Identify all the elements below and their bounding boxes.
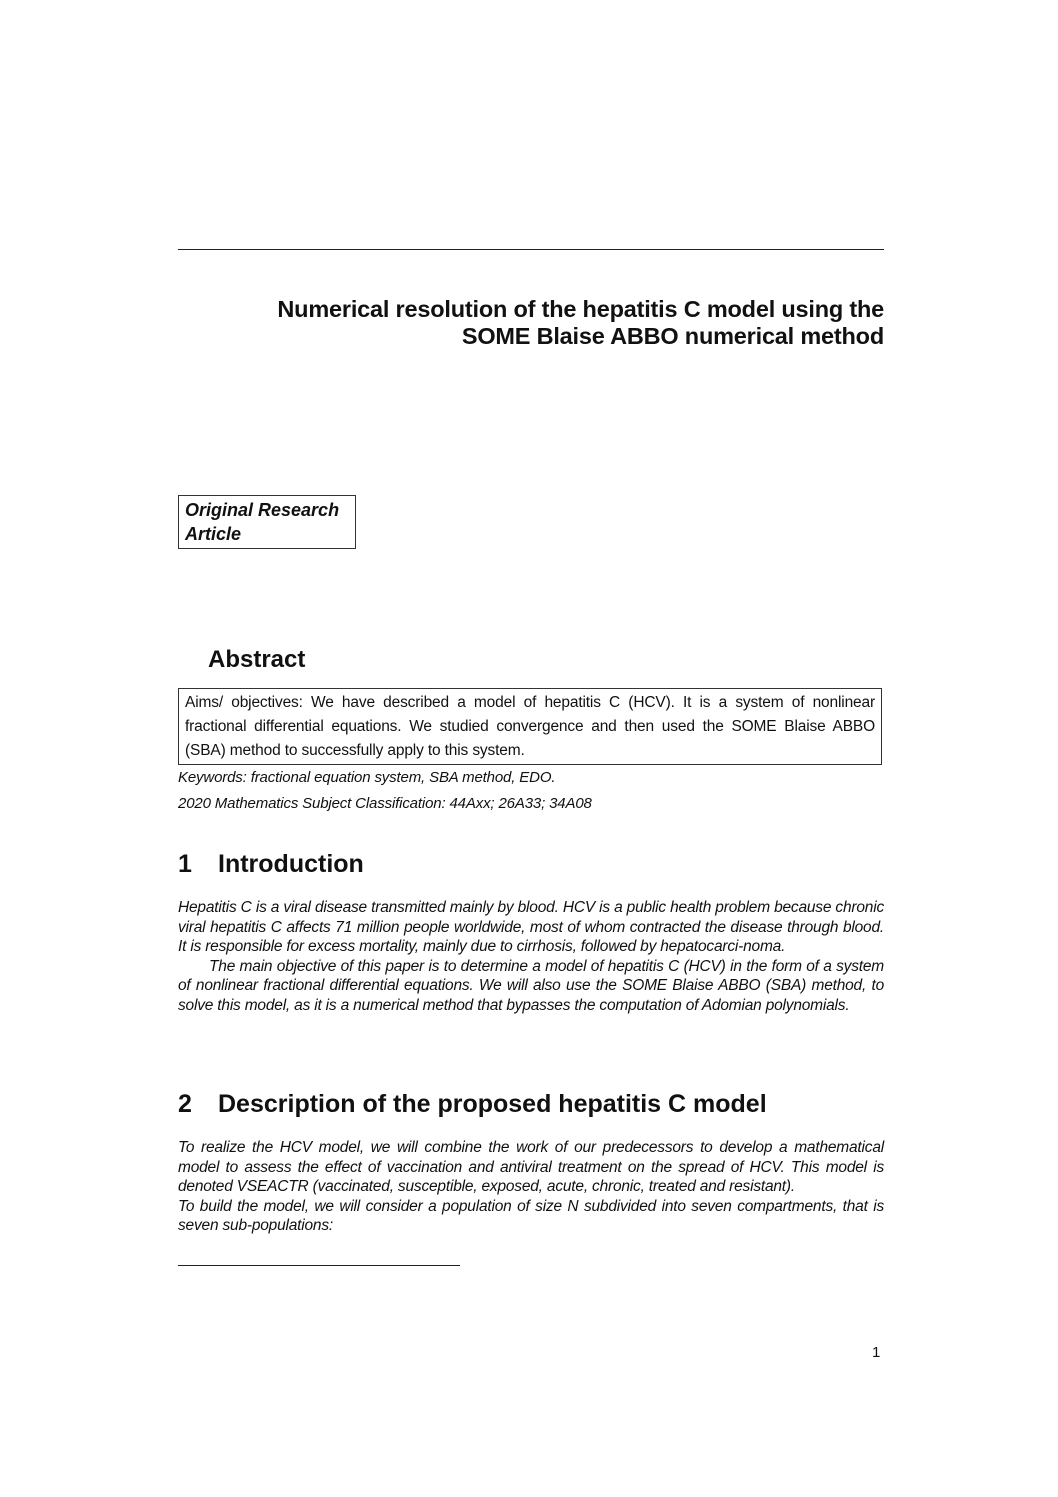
paragraph: Hepatitis C is a viral disease transmitted mainly by blood. HCV is a public health problem because chronic viral hepatitis C affects 71 million people worldwide, most of whom contracted the disease through blood. It is responsible for excess mortality, mainly due to cirrhosis, followed by hepatocarci-noma.	[178, 899, 884, 955]
keywords: Keywords: fractional equation system, SBA method, EDO.	[178, 769, 556, 786]
page-number: 1	[872, 1344, 881, 1361]
introduction-body	[178, 898, 884, 1015]
section-heading-introduction	[178, 849, 364, 879]
abstract-box: Aims/ objectives: We have described a model of hepatitis C (HCV). It is a system of nonlinear fractional differential equations. We studied convergence and then used the SOME Blaise ABBO (SBA) method to successfully apply to this system.	[178, 688, 882, 765]
model-description-body	[178, 1138, 884, 1236]
header-rule	[178, 249, 884, 250]
paragraph: To realize the HCV model, we will combine the work of our predecessors to develop a mathematical model to assess the effect of vaccination and antiviral treatment on the spread of HCV. This model is denoted VSEACTR (vaccinated, susceptible, exposed, acute, chronic, treated and resistant).	[178, 1139, 884, 1195]
paragraph: To build the model, we will consider a population of size N subdivided into seven compartments, that is seven sub-populations:	[178, 1197, 884, 1234]
section-title: Description of the proposed hepatitis C model	[218, 1090, 767, 1118]
section-heading-model-description	[178, 1089, 767, 1119]
msc-classification: 2020 Mathematics Subject Classification: 44Axx; 26A33; 34A08	[178, 795, 592, 812]
section-number: 1	[178, 850, 192, 878]
footnote-rule	[178, 1265, 460, 1266]
paper-title	[178, 296, 884, 350]
paper-title-line-1: Numerical resolution of the hepatitis C model using the	[277, 296, 884, 322]
section-title: Introduction	[218, 850, 364, 878]
article-type-box	[178, 495, 356, 549]
article-type-line-2: Article	[185, 524, 242, 544]
paragraph: The main objective of this paper is to determine a model of hepatitis C (HCV) in the form of a system of nonlinear fractional differential equations. We will also use the SOME Blaise ABBO (SBA) method, to solve this model, as it is a numerical method that bypasses the computation of Adomian polynomials.	[178, 957, 884, 1014]
article-type-line-1: Original Research	[185, 500, 340, 520]
abstract-heading: Abstract	[208, 646, 306, 673]
paper-title-line-2: SOME Blaise ABBO numerical method	[461, 323, 884, 349]
section-number: 2	[178, 1090, 192, 1118]
